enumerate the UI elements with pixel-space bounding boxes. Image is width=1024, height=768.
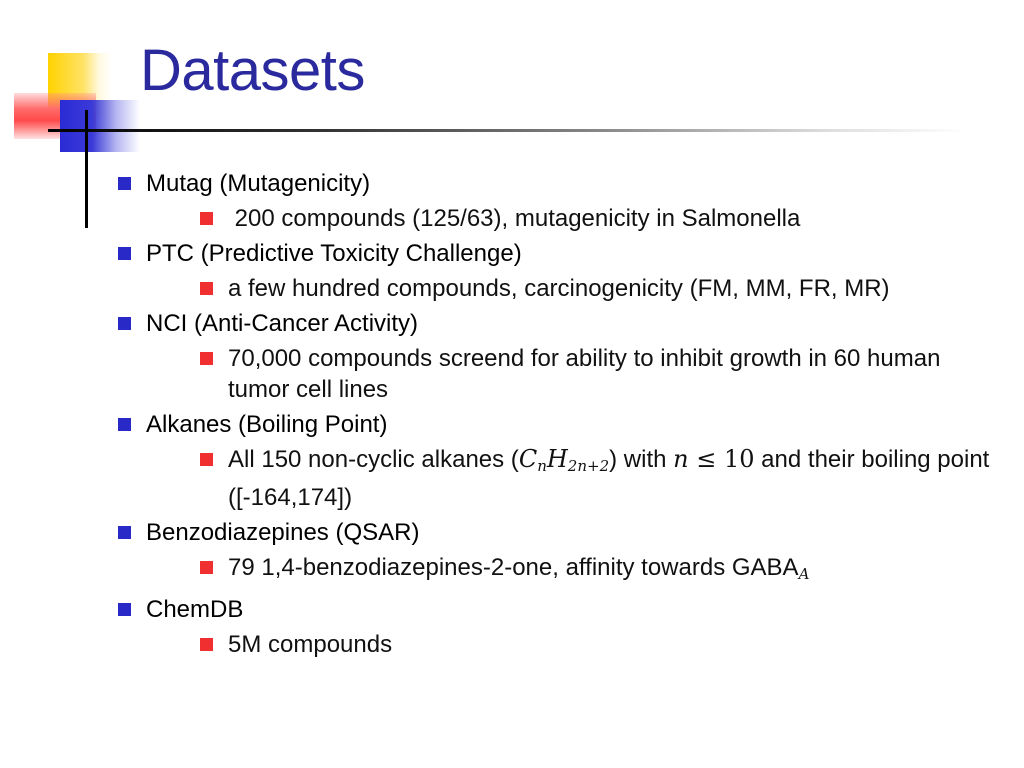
sub-item-text: 70,000 compounds screend for ability to inhibit growth in 60 human tumor cell lines xyxy=(228,345,941,403)
sub-item xyxy=(200,273,998,304)
sub-item xyxy=(200,552,998,590)
square-bullet-icon xyxy=(118,317,131,330)
sub-item-text: 5M compounds xyxy=(228,631,393,658)
square-bullet-icon xyxy=(200,212,213,225)
decorative-blue-square xyxy=(60,100,140,152)
item-label: ChemDB xyxy=(146,596,244,623)
condition-operator: ≤ 10 xyxy=(688,445,755,473)
square-bullet-icon xyxy=(118,418,131,431)
list-item-mutag xyxy=(118,168,998,234)
sub-item-text: a few hundred compounds, carcinogenicity (FM, MM, FR, MR) xyxy=(228,275,890,302)
list-item-chemdb xyxy=(118,594,998,660)
formula-carbon-subscript: n xyxy=(537,457,547,475)
sub-item xyxy=(200,343,998,405)
square-bullet-icon xyxy=(200,352,213,365)
item-label: Benzodiazepines (QSAR) xyxy=(146,519,420,546)
item-label: Mutag (Mutagenicity) xyxy=(146,170,371,197)
slide-title: Datasets xyxy=(140,38,365,103)
title-underline xyxy=(48,129,968,132)
sub-item xyxy=(200,629,998,660)
item-label: PTC (Predictive Toxicity Challenge) xyxy=(146,240,522,267)
list-item-nci xyxy=(118,308,998,405)
sub-item-text-mid: ) with xyxy=(609,446,674,473)
sub-item-text: 79 1,4-benzodiazepines-2-one, affinity towards GABA xyxy=(228,554,799,581)
gaba-subscript: A xyxy=(798,565,810,583)
square-bullet-icon xyxy=(118,247,131,260)
list-item-ptc xyxy=(118,238,998,304)
item-label: Alkanes (Boiling Point) xyxy=(146,411,388,438)
formula-hydrogen-subscript: 2n+2 xyxy=(567,457,610,475)
formula-carbon: C xyxy=(518,445,538,473)
sub-item-text: 200 compounds (125/63), mutagenicity in Salmonella xyxy=(228,205,801,232)
square-bullet-icon xyxy=(118,603,131,616)
sub-item-text-prefix: All 150 non-cyclic alkanes ( xyxy=(228,446,519,473)
square-bullet-icon xyxy=(200,453,213,466)
square-bullet-icon xyxy=(200,638,213,651)
square-bullet-icon xyxy=(118,526,131,539)
condition-variable: n xyxy=(673,445,689,473)
bullet-list xyxy=(118,168,998,664)
list-item-alkanes xyxy=(118,409,998,513)
square-bullet-icon xyxy=(200,561,213,574)
sub-item xyxy=(200,203,998,234)
item-label: NCI (Anti-Cancer Activity) xyxy=(146,310,419,337)
formula-hydrogen: H xyxy=(546,445,568,473)
square-bullet-icon xyxy=(200,282,213,295)
list-item-benzodiazepines xyxy=(118,517,998,590)
sub-item xyxy=(200,444,998,513)
sub-item-text-suffix: and their boiling point ([-164,174]) xyxy=(228,446,990,511)
square-bullet-icon xyxy=(118,177,131,190)
decorative-vertical-line xyxy=(85,110,88,228)
